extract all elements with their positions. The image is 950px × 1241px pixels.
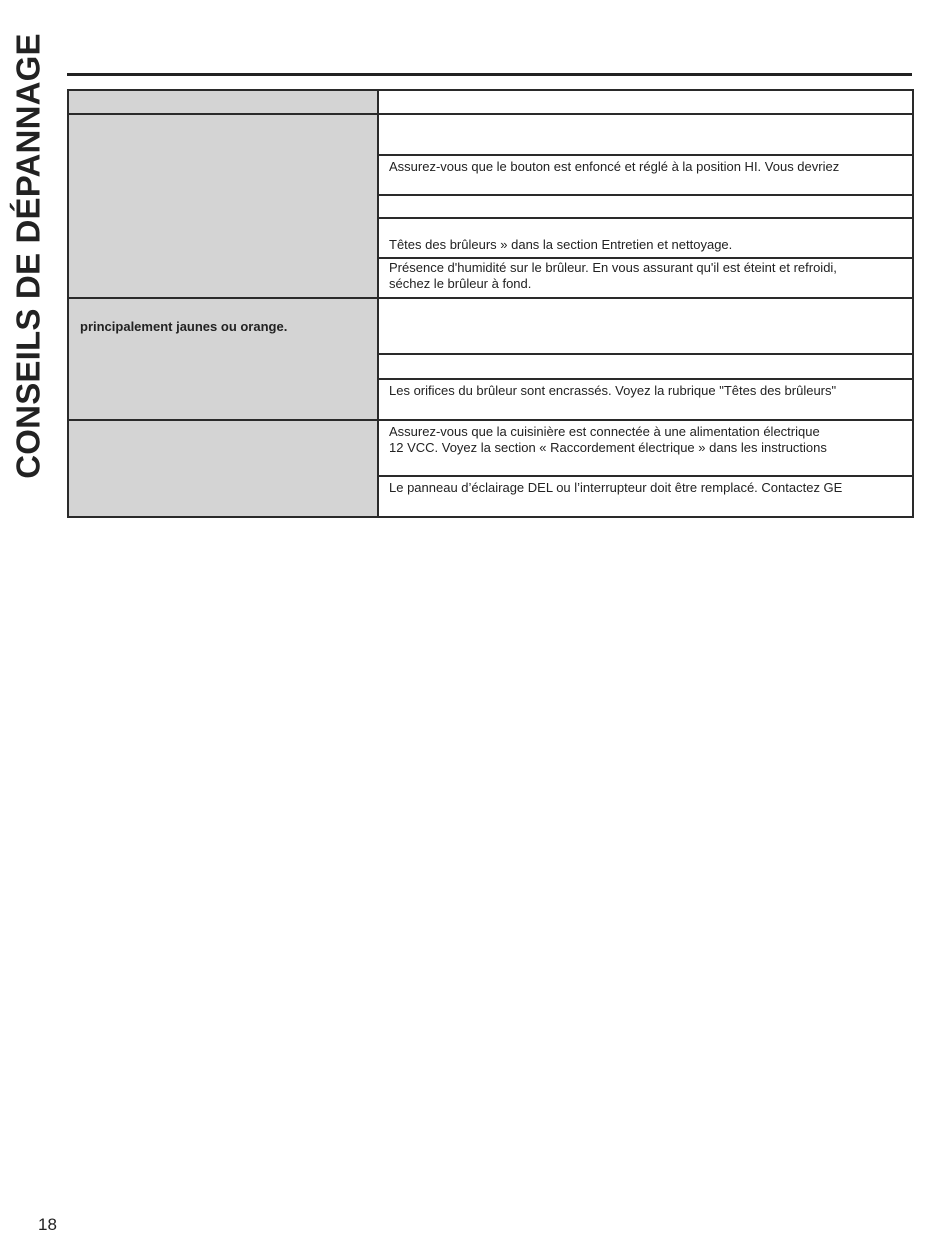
cause-text: Présence d'humidité sur le brûleur. En vous assurant qu'il est éteint et refroidi, séchez le brûleur à fond.: [389, 260, 837, 291]
cause-text: [379, 196, 912, 199]
cause-text: Les orifices du brûleur sont encrassés. Voyez la rubrique "Têtes des brûleurs": [389, 383, 837, 398]
cause-cell: [378, 476, 913, 517]
cause-cell: [378, 354, 913, 379]
page-number: 18: [38, 1215, 57, 1234]
cause-text: Assurez-vous que le bouton est enfoncé et réglé à la position HI. Vous devriez: [389, 159, 840, 174]
cause-text: [379, 299, 912, 302]
cause-cell: [378, 420, 913, 476]
section-title-text: CONSEILS DE DÉPANNAGE: [10, 33, 48, 479]
cause-text: [379, 355, 912, 358]
problem-text: principalement jaunes ou orange.: [80, 319, 288, 334]
section-title-vertical: [10, 33, 48, 479]
cause-cell: [378, 195, 913, 218]
table-row: [68, 420, 913, 476]
cause-cell: [378, 258, 913, 298]
top-divider: [67, 73, 912, 76]
cause-cell: [378, 298, 913, 354]
cause-cell: [378, 379, 913, 420]
problem-column-header: [68, 90, 378, 114]
table-header: [68, 90, 913, 114]
cause-cell: [378, 155, 913, 195]
troubleshooting-table: [67, 89, 914, 518]
cause-text: Le panneau d’éclairage DEL ou l’interrupteur doit être remplacé. Contactez GE: [389, 480, 843, 495]
problem-cell: [68, 420, 378, 517]
cause-cell: [378, 218, 913, 258]
cause-text: Têtes des brûleurs » dans la section Entretien et nettoyage.: [389, 237, 733, 252]
problem-cell: [68, 114, 378, 298]
cause-text: Assurez-vous que la cuisinière est connectée à une alimentation électrique 12 VCC. Voyez la section « Raccordement électrique » dans les instructions: [389, 424, 827, 455]
table-row: [68, 114, 913, 155]
problem-cell: [68, 298, 378, 420]
cause-column-header: [378, 90, 913, 114]
cause-cell: [378, 114, 913, 155]
table-body: [68, 114, 913, 517]
cause-text: [379, 115, 912, 118]
table-row: [68, 298, 913, 354]
